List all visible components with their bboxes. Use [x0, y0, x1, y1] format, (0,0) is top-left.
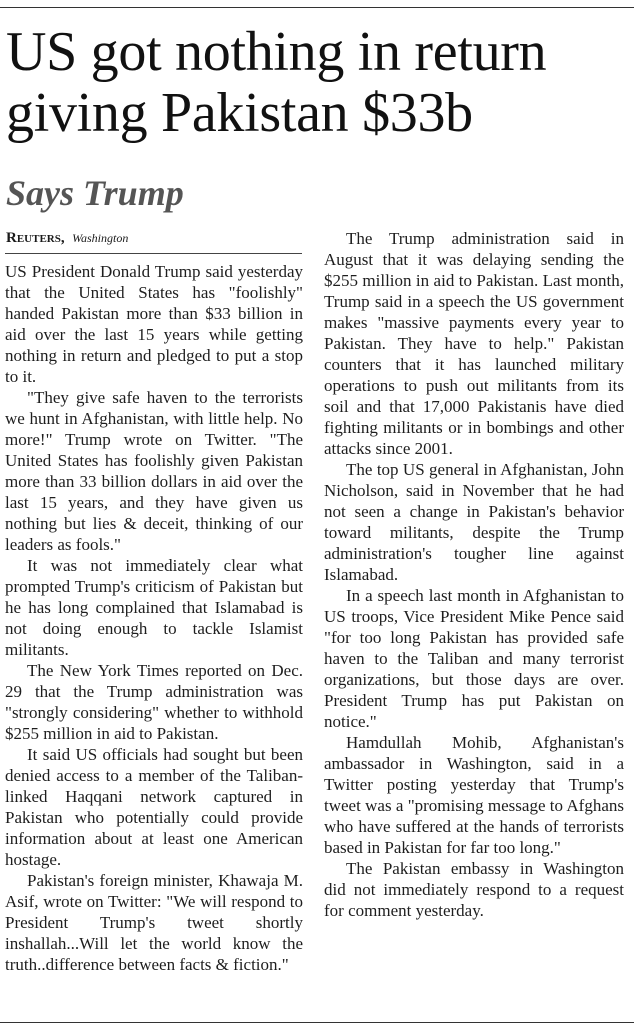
paragraph: "They give safe haven to the terrorists we hunt in Afghanistan, with little help. No more!" Trump wrote on Twitter. "The United States has foolishly given Pakistan more than 33 billion dollars in aid over the last 15 years, and they have given us nothing but lies & deceit, thinking of our leaders as fools." [5, 388, 303, 554]
byline [6, 228, 128, 249]
paragraph: It said US officials had sought but been denied access to a member of the Taliban-linked Haqqani network captured in Pakistan who potentially could provide information about at least one American hostage. [5, 745, 303, 869]
byline-rule [5, 253, 302, 254]
paragraph: Hamdullah Mohib, Afghanistan's ambassador in Washington, said in a Twitter posting yesterday that Trump's tweet was a "promising message to Afghans who have suffered at the hands of terrorists based in Pakistan for far too long." [324, 733, 624, 857]
paragraph: The top US general in Afghanistan, John Nicholson, said in November that he had not seen a change in Pakistan's behavior toward militants, despite the Trump administration's tougher line against Islamabad. [324, 460, 624, 584]
paragraph: Pakistan's foreign minister, Khawaja M. Asif, wrote on Twitter: "We will respond to President Trump's tweet shortly inshallah...Will let the world know the truth..difference between facts & fiction." [5, 871, 303, 974]
top-rule [0, 7, 634, 8]
article-column-left [5, 261, 303, 975]
article-column-right [324, 228, 624, 921]
bottom-rule [0, 1022, 634, 1023]
headline: US got nothing in return giving Pakistan $33b [6, 21, 547, 144]
paragraph: In a speech last month in Afghanistan to US troops, Vice President Mike Pence said "for too long Pakistan has provided safe haven to the Taliban and many terrorist organizations, but those days are over. President Trump has put Pakistan on notice." [324, 586, 624, 731]
paragraph: The New York Times reported on Dec. 29 that the Trump administration was "strongly considering" whether to withhold $255 million in aid to Pakistan. [5, 661, 303, 743]
paragraph: The Trump administration said in August that it was delaying sending the $255 million in aid to Pakistan. Last month, Trump said in a speech the US government makes "massive payments every year to Pakistan. They have to help." Pakistan counters that it has launched military operations to push out militants from its soil and that 17,000 Pakistanis have died fighting militants or in bombings and other attacks since 2001. [324, 229, 624, 458]
byline-place: Washington [72, 231, 129, 245]
subhead: Says Trump [6, 173, 184, 213]
byline-agency: Reuters, [6, 230, 65, 246]
paragraph: US President Donald Trump said yesterday that the United States has "foolishly" handed Pakistan more than $33 billion in aid over the last 15 years while getting nothing in return and pledged to put a stop to it. [5, 262, 303, 386]
paragraph: It was not immediately clear what prompted Trump's criticism of Pakistan but he has long complained that Islamabad is not doing enough to tackle Islamist militants. [5, 556, 303, 659]
paragraph: The Pakistan embassy in Washington did not immediately respond to a request for comment yesterday. [324, 859, 624, 920]
